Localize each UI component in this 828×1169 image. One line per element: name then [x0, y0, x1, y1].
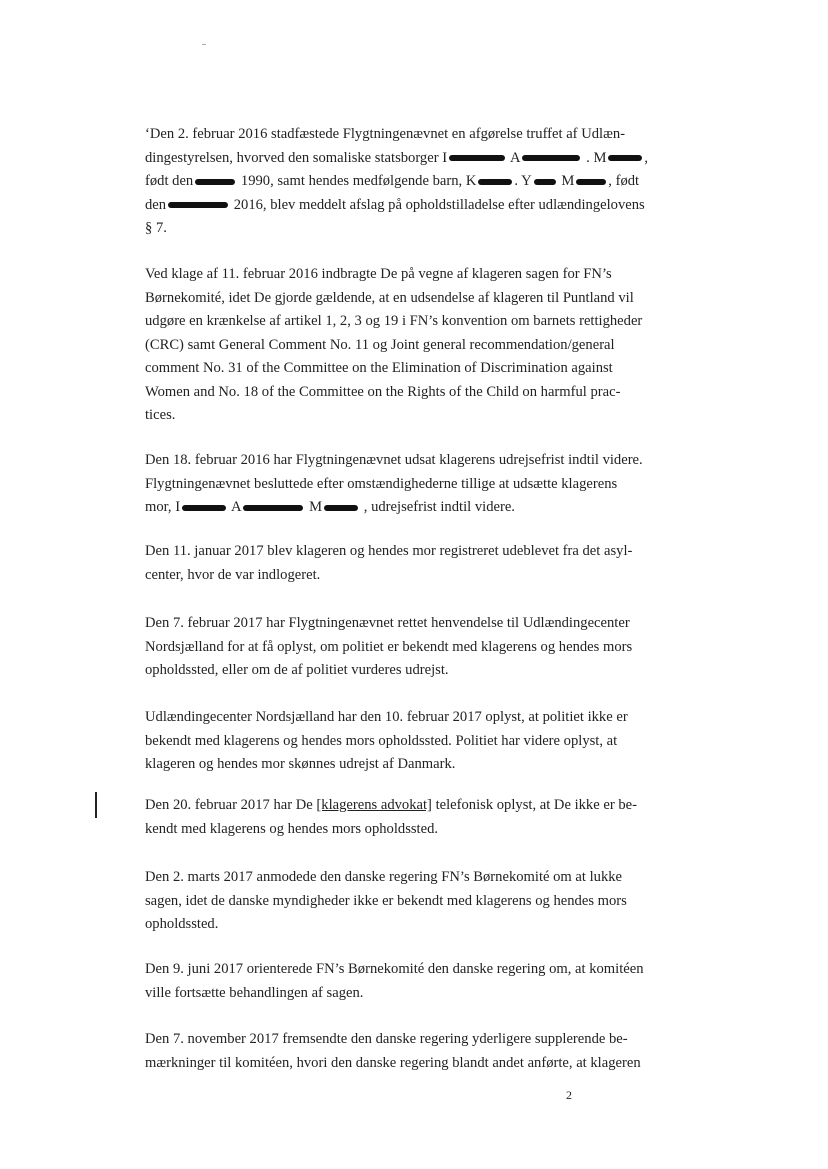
text-line: mærkninger til komitéen, hvori den danske regering blandt andet anførte, at klageren — [145, 1054, 641, 1071]
text-line: opholdssted. — [145, 916, 219, 932]
lawyer-placeholder: [klagerens advokat] — [316, 797, 432, 813]
text-line: ville fortsætte behandlingen af sagen. — [145, 984, 364, 1001]
text-line: Flygtningenævnet besluttede efter omstændighederne tillige at udsætte klagerens — [145, 475, 618, 492]
text-line: Nordsjælland for at få oplyst, om politiet er bekendt med klagerens og hendes mors — [145, 638, 633, 655]
text-line: (CRC) samt General Comment No. 11 og Joint general recommendation/general — [145, 336, 615, 353]
paragraph-inquiry — [145, 612, 691, 683]
paragraph-absence — [145, 540, 691, 587]
text-line: sagen, idet de danske myndigheder ikke er bekendt med klagerens og hendes mors — [145, 892, 627, 909]
page-number: 2 — [566, 1088, 572, 1102]
redaction-bar — [449, 155, 505, 161]
text-line: ‘Den 2. februar 2016 stadfæstede Flygtningenævnet en afgørelse truffet af Udlæn- — [145, 126, 625, 142]
text-line: Den 20. februar 2017 har De [klagerens advokat] telefonisk oplyst, at De ikke er be- — [145, 797, 637, 813]
paragraph-suspension — [145, 449, 691, 520]
redaction-bar — [182, 505, 226, 511]
text-line: opholdssted, eller om de af politiet vurderes udrejst. — [145, 662, 449, 678]
text-line: center, hvor de var indlogeret. — [145, 566, 321, 583]
scan-speck — [202, 44, 206, 45]
redaction-bar — [534, 179, 556, 185]
text-line: Ved klage af 11. februar 2016 indbragte De på vegne af klageren sagen for FN’s — [145, 266, 612, 282]
paragraph-complaint — [145, 263, 691, 428]
text-line: dingestyrelsen, hvorved den somaliske statsborger I A . M , — [145, 149, 649, 166]
text-line: mor, I A M , udrejsefrist indtil videre. — [145, 499, 515, 515]
text-line: klageren og hendes mor skønnes udrejst af Danmark. — [145, 756, 456, 772]
text-line: den 2016, blev meddelt afslag på opholdstilladelse efter udlændingelovens — [145, 196, 645, 213]
text-line: comment No. 31 of the Committee on the Elimination of Discrimination against — [145, 360, 613, 376]
redaction-bar — [324, 505, 358, 511]
text-line: Den 11. januar 2017 blev klageren og hendes mor registreret udeblevet fra det asyl- — [145, 543, 633, 559]
paragraph-decision — [145, 123, 691, 241]
paragraph-supplementary — [145, 1028, 691, 1075]
redaction-bar — [478, 179, 512, 185]
redaction-bar — [522, 155, 580, 161]
text-line: kendt med klagerens og hendes mors opholdssted. — [145, 820, 439, 837]
text-line: bekendt med klagerens og hendes mors opholdssted. Politiet har videre oplyst, at — [145, 732, 618, 749]
text-line: Women and No. 18 of the Committee on the Rights of the Child on harmful prac- — [145, 383, 621, 400]
paragraph-police-report — [145, 706, 691, 777]
text-line: Udlændingecenter Nordsjælland har den 10. februar 2017 oplyst, at politiet ikke er — [145, 709, 628, 725]
paragraph-lawyer-call — [145, 794, 691, 841]
redaction-bar — [608, 155, 642, 161]
paragraph-continuation — [145, 958, 691, 1005]
text-line: Den 7. februar 2017 har Flygtningenævnet rettet henvendelse til Udlændingecenter — [145, 615, 630, 631]
redaction-bar — [195, 179, 235, 185]
redaction-bar — [243, 505, 303, 511]
text-line: Den 18. februar 2016 har Flygtningenævnet udsat klagerens udrejsefrist indtil videre. — [145, 452, 643, 468]
text-line: Den 9. juni 2017 orienterede FN’s Børnekomité den danske regering om, at komitéen — [145, 961, 644, 977]
revision-margin-bar — [95, 792, 97, 818]
redaction-bar — [576, 179, 606, 185]
text-line: Den 7. november 2017 fremsendte den danske regering yderligere supplerende be- — [145, 1031, 628, 1047]
text-line: § 7. — [145, 220, 167, 236]
text-line: udgøre en krænkelse af artikel 1, 2, 3 og 19 i FN’s konvention om barnets rettigheder — [145, 313, 643, 329]
text-line: Børnekomité, idet De gjorde gældende, at en udsendelse af klageren til Puntland vil — [145, 289, 634, 306]
text-line: tices. — [145, 407, 176, 423]
text-line: født den 1990, samt hendes medfølgende barn, K . Y M , født — [145, 173, 640, 189]
paragraph-close-request — [145, 866, 691, 937]
redaction-bar — [168, 202, 228, 208]
text-line: Den 2. marts 2017 anmodede den danske regering FN’s Børnekomité om at lukke — [145, 869, 623, 885]
